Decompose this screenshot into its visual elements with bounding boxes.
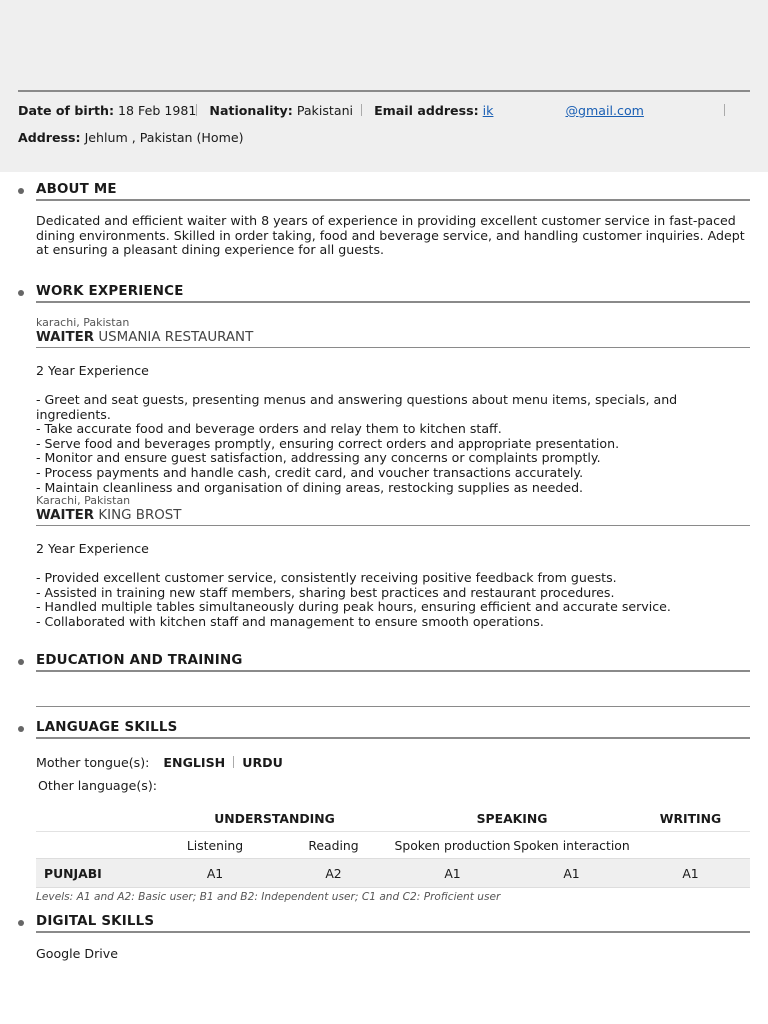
dob-label: Date of birth:	[18, 103, 114, 118]
header-divider	[18, 90, 750, 92]
job-location: karachi, Pakistan	[36, 316, 130, 329]
personal-info-row	[18, 103, 733, 118]
section-title: DIGITAL SKILLS	[36, 914, 750, 933]
job-duties	[36, 571, 750, 629]
empty-cell	[631, 832, 750, 859]
section-bullet-icon	[18, 726, 24, 732]
mother-tongue-value: ENGLISH	[163, 755, 226, 770]
language-name: PUNJABI	[36, 859, 156, 888]
job-title	[36, 330, 750, 348]
section-title: LANGUAGE SKILLS	[36, 720, 750, 739]
job-duties	[36, 393, 750, 495]
address-row	[18, 130, 244, 145]
education-section-header	[36, 653, 750, 672]
job-duration: 2 Year Experience	[36, 363, 149, 378]
email-label: Email address:	[374, 103, 479, 118]
writing-level: A1	[631, 859, 750, 888]
address-value: Jehlum , Pakistan (Home)	[84, 130, 244, 145]
job-title	[36, 508, 750, 526]
divider	[361, 104, 362, 116]
empty-cell	[36, 832, 156, 859]
divider	[724, 104, 725, 116]
email-domain[interactable]: @gmail.com	[565, 103, 644, 118]
language-table-subheader	[36, 832, 750, 859]
reading-level: A2	[274, 859, 393, 888]
about-text: Dedicated and efficient waiter with 8 years of experience in providing excellent customer service in fast-paced dining environments. Skilled in order taking, food and beverage service, and handling customer inquiries. Adept at ensuring a pleasant dining experience for all guests.	[36, 213, 745, 258]
duty-item: - Assisted in training new staff members, sharing best practices and restaurant procedures.	[36, 584, 615, 600]
section-title: ABOUT ME	[36, 182, 750, 201]
job-duration: 2 Year Experience	[36, 541, 149, 556]
education-divider	[36, 706, 750, 707]
section-bullet-icon	[18, 188, 24, 194]
understanding-header: UNDERSTANDING	[214, 810, 335, 826]
language-table-header	[36, 805, 750, 832]
work-section-header	[36, 284, 750, 303]
other-language-label: Other language(s):	[38, 778, 158, 793]
job-location: Karachi, Pakistan	[36, 494, 131, 507]
personal-info-header	[0, 0, 768, 172]
duty-item: - Greet and seat guests, presenting menus and answering questions about menu items, specials, and ingredients.	[36, 392, 678, 422]
email-link[interactable]	[483, 103, 716, 118]
section-title: EDUCATION AND TRAINING	[36, 653, 750, 672]
reading-header: Reading	[274, 832, 393, 859]
duty-item: - Monitor and ensure guest satisfaction, addressing any concerns or complaints promptly.	[36, 450, 601, 466]
duty-item: - Collaborated with kitchen staff and management to ensure smooth operations.	[36, 613, 544, 629]
empty-cell	[36, 805, 156, 832]
spoken-interaction-header: Spoken interaction	[512, 832, 631, 859]
duty-item: - Handled multiple tables simultaneously during peak hours, ensuring efficient and accurate service.	[36, 599, 671, 615]
digital-section-header	[36, 914, 750, 933]
job-employer: USMANIA RESTAURANT	[98, 330, 254, 345]
mother-tongue-row	[36, 756, 750, 771]
listening-level: A1	[156, 859, 274, 888]
listening-header: Listening	[156, 832, 274, 859]
nationality-value: Pakistani	[296, 103, 354, 118]
duty-item: - Maintain cleanliness and organisation of dining areas, restocking supplies as needed.	[36, 479, 584, 495]
job-role: WAITER	[36, 330, 95, 345]
divider	[233, 756, 234, 768]
email-user[interactable]: ik	[482, 103, 494, 118]
duty-item: - Process payments and handle cash, credit card, and voucher transactions accurately.	[36, 464, 584, 480]
about-section-header	[36, 182, 750, 201]
spoken-production-header: Spoken production	[393, 832, 512, 859]
job-employer: KING BROST	[98, 508, 182, 523]
mother-tongue-label: Mother tongue(s):	[36, 755, 150, 770]
section-bullet-icon	[18, 920, 24, 926]
writing-header: WRITING	[659, 810, 722, 826]
section-bullet-icon	[18, 659, 24, 665]
spoken-interaction-level: A1	[512, 859, 631, 888]
language-table	[36, 805, 750, 888]
mother-tongue-value: URDU	[242, 755, 283, 770]
duty-item: - Take accurate food and beverage orders and relay them to kitchen staff.	[36, 421, 502, 437]
section-bullet-icon	[18, 290, 24, 296]
spoken-production-level: A1	[393, 859, 512, 888]
language-section-header	[36, 720, 750, 739]
levels-note: Levels: A1 and A2: Basic user; B1 and B2: Independent user; C1 and C2: Proficient user	[36, 891, 501, 903]
dob-value: 18 Feb 1981	[118, 103, 197, 118]
address-label: Address:	[18, 130, 81, 145]
speaking-header: SPEAKING	[476, 810, 548, 826]
duty-item: - Provided excellent customer service, consistently receiving positive feedback from guests.	[36, 570, 617, 585]
table-row	[36, 859, 750, 888]
section-title: WORK EXPERIENCE	[36, 284, 750, 303]
duty-item: - Serve food and beverages promptly, ensuring correct orders and appropriate presentation.	[36, 435, 620, 451]
divider	[196, 104, 197, 116]
digital-skill: Google Drive	[36, 946, 118, 961]
job-role: WAITER	[36, 508, 95, 523]
nationality-label: Nationality:	[209, 103, 293, 118]
